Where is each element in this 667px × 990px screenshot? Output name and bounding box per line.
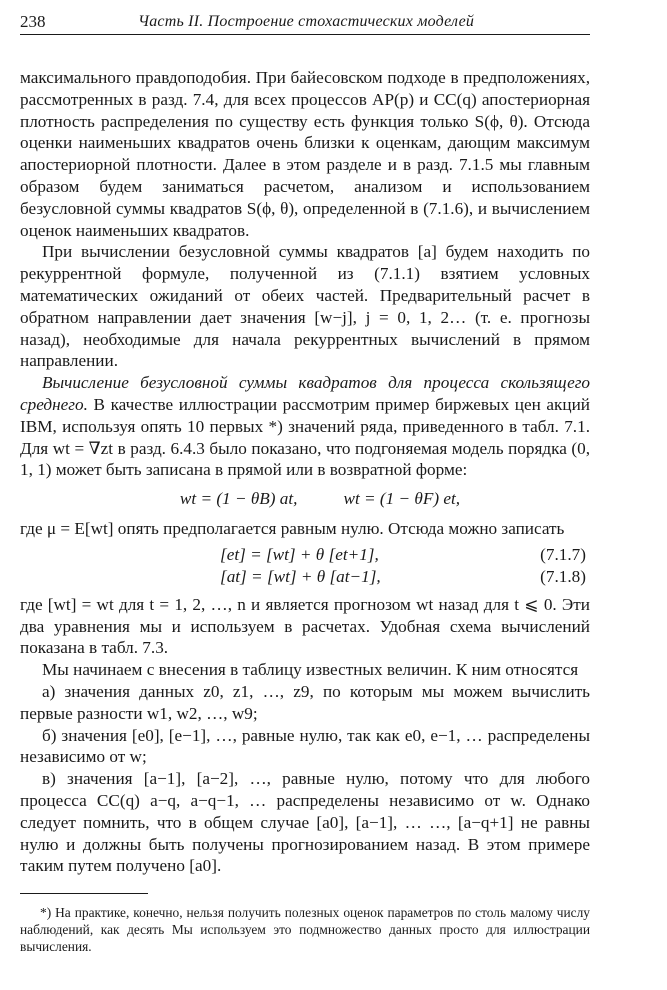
- paragraph-4: где μ = E[wt] опять предполагается равным нулю. Отсюда можно записать: [20, 518, 565, 538]
- equation-models: [20, 488, 590, 510]
- section-heading: Вычисление безусловной суммы квадратов для процесса скользящего среднего.: [20, 373, 590, 414]
- paragraph-1: максимального правдоподобия. При байесовском подходе в предположениях, рассмотренных в разд. 7.4, для всех процессов AP(p) и CC(q) апостериорная плотность распределения по существу есть функция только S(ϕ, θ). Отсюда оценки наименьших квадратов очень близки к оценкам, дающим максимум апостериорной плотности. Далее в этом разделе и в разд. 7.1.5 мы главным образом будем заниматься расчетом, анализом и использованием безусловной суммы квадратов S(ϕ, θ), определенной в (7.1.6), и вычислением оценок наименьших квадратов.: [20, 68, 590, 240]
- paragraph-2: При вычислении безусловной суммы квадратов [a] будем находить по рекуррентной формуле, полученной из (7.1.1) взятием условных математических ожиданий от обеих частей. Предварительный расчет в обратном направлении дает значения [w−j], j = 0, 1, 2… (т. е. прогнозы назад), необходимые для начала рекуррентных вычислений в прямом направлении.: [20, 242, 590, 371]
- footnote: *) На практике, конечно, нельзя получить полезных оценок параметров по столь малому числу наблюдений, как десять Мы используем это подмножество данных просто для иллюстрации вычисления.: [20, 905, 590, 955]
- equation-row-717: [20, 544, 590, 566]
- paragraph-6: Мы начинаем с внесения в таблицу известных величин. К ним относятся: [42, 660, 579, 680]
- equation-backward: wt = (1 − θF) et,: [343, 489, 461, 509]
- paragraph-3-text: В качестве иллюстрации рассмотрим пример биржевых цен акций IBM, используя опять 10 первых *) значений ряда, приведенного в табл. 7.1. Для wt = ∇zt в разд. 6.4.3 было показано, что подгоняемая модель порядка (0, 1, 1) может быть записана в прямой или в возвратной форме:: [20, 394, 590, 480]
- main-text: [20, 67, 590, 877]
- paragraph-5: где [wt] = wt для t = 1, 2, …, n и является прогнозом wt назад для t ⩽ 0. Эти два уравнения мы и используем в расчетах. Удобная схема вычислений показана в табл. 7.3.: [20, 594, 590, 658]
- footnote-divider: [20, 893, 148, 894]
- equation-718: [at] = [wt] + θ [at−1],: [220, 566, 381, 586]
- page-number: 238: [20, 12, 46, 31]
- list-item-c: в) значения [a−1], [a−2], …, равные нулю, потому что для любого процесса CC(q) a−q, a−q−1, … распределены независимо от w. Однако следует помнить, что в общем случае [a0], [a−1], … …, [a−q+1] не равны нулю и должны быть получены прогнозированием назад. В этом примере таким путем получено [a0].: [20, 769, 590, 876]
- list-item-a: а) значения данных z0, z1, …, z9, по которым мы можем вычислить первые разности w1, w2, …, w9;: [20, 681, 590, 723]
- running-head: Часть II. Построение стохастических моделей: [138, 13, 475, 30]
- equation-717: [et] = [wt] + θ [et+1],: [220, 544, 379, 564]
- equation-block: [20, 544, 590, 588]
- equation-number-717: (7.1.7): [540, 544, 586, 564]
- book-page: [20, 10, 590, 968]
- list-item-b: б) значения [e0], [e−1], …, равные нулю, так как e0, e−1, … распределены независимо от w;: [20, 725, 590, 767]
- equation-row-718: [20, 566, 590, 588]
- paragraph-3: [20, 372, 590, 481]
- equation-number-718: (7.1.8): [540, 566, 586, 586]
- equation-forward: wt = (1 − θB) at,: [179, 489, 298, 509]
- page-header: [20, 10, 590, 35]
